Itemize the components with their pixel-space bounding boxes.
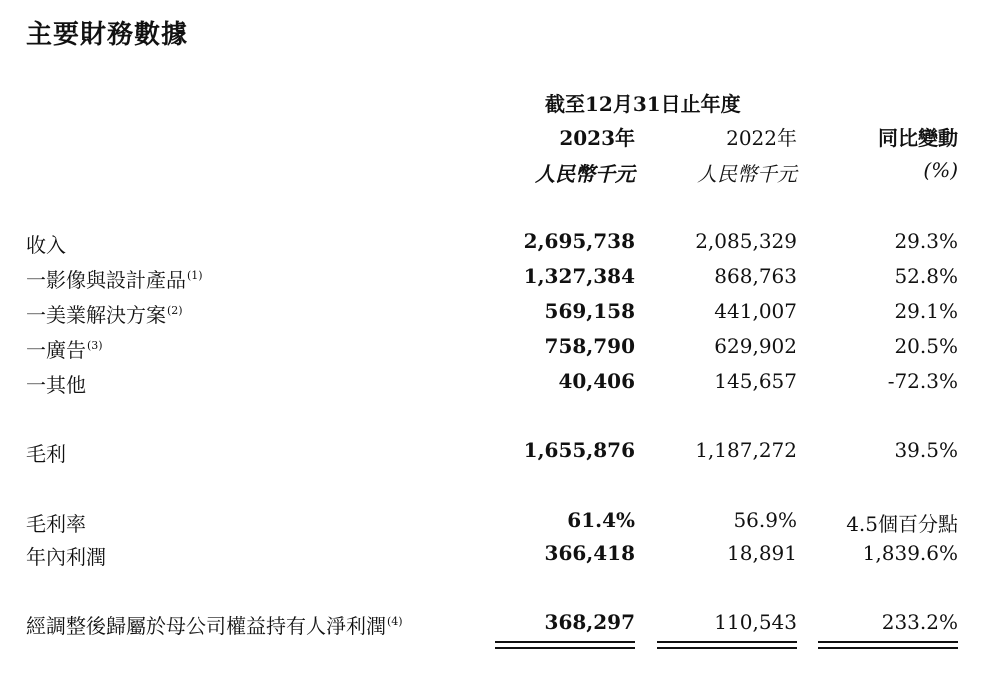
cell-2023: 758,790 xyxy=(544,334,635,358)
column-header-yoy: 同比變動 xyxy=(878,126,958,150)
double-rule-yoy-bottom xyxy=(818,647,958,649)
row-label-advertising: 一廣告$^{(3)}$ xyxy=(26,338,103,362)
cell-yoy: -72.3% xyxy=(887,369,958,393)
cell-2022: 1,187,272 xyxy=(695,438,797,462)
row-label-revenue: 收入 xyxy=(26,233,66,257)
page-title: 主要財務數據 xyxy=(26,20,189,50)
cell-2022: 110,543 xyxy=(714,610,797,634)
cell-2023: 1,327,384 xyxy=(523,264,635,288)
cell-yoy: 4.5個百分點 xyxy=(846,512,958,536)
cell-2023: 366,418 xyxy=(544,541,635,565)
cell-2023: 2,695,738 xyxy=(523,229,635,253)
cell-2023: 40,406 xyxy=(558,369,635,393)
cell-2022: 629,902 xyxy=(714,334,797,358)
column-header-2022: 2022年 xyxy=(726,126,797,150)
cell-2022: 441,007 xyxy=(714,299,797,323)
unit-2022: 人民幣千元 xyxy=(697,162,797,186)
unit-yoy: (%) xyxy=(923,158,958,182)
cell-2022: 868,763 xyxy=(714,264,797,288)
double-rule-yoy-top xyxy=(818,641,958,643)
double-rule-2023-top xyxy=(495,641,635,643)
period-header: 截至12月31日止年度 xyxy=(545,92,741,116)
cell-yoy: 20.5% xyxy=(894,334,958,358)
row-label-imaging-design: 一影像與設計產品$^{(1)}$ xyxy=(26,268,203,292)
double-rule-2022-bottom xyxy=(657,647,797,649)
cell-yoy: 1,839.6% xyxy=(862,541,958,565)
cell-yoy: 29.3% xyxy=(894,229,958,253)
double-rule-2023-bottom xyxy=(495,647,635,649)
cell-yoy: 39.5% xyxy=(894,438,958,462)
cell-2022: 2,085,329 xyxy=(695,229,797,253)
cell-2023: 1,655,876 xyxy=(523,438,635,462)
row-label-gross-margin: 毛利率 xyxy=(26,512,86,536)
cell-yoy: 52.8% xyxy=(894,264,958,288)
row-label-beauty-solutions: 一美業解決方案$^{(2)}$ xyxy=(26,303,183,327)
cell-2022: 56.9% xyxy=(733,508,797,532)
cell-2022: 145,657 xyxy=(714,369,797,393)
cell-yoy: 233.2% xyxy=(881,610,958,634)
column-header-2023: 2023年 xyxy=(559,126,635,150)
cell-2023: 569,158 xyxy=(544,299,635,323)
row-label-gross-profit: 毛利 xyxy=(26,442,66,466)
cell-2023: 368,297 xyxy=(544,610,635,634)
cell-2022: 18,891 xyxy=(727,541,797,565)
cell-2023: 61.4% xyxy=(567,508,635,532)
unit-2023: 人民幣千元 xyxy=(535,162,635,186)
row-label-others: 一其他 xyxy=(26,373,86,397)
row-label-profit-for-year: 年內利潤 xyxy=(26,545,106,569)
double-rule-2022-top xyxy=(657,641,797,643)
cell-yoy: 29.1% xyxy=(894,299,958,323)
row-label-adjusted-net-profit: 經調整後歸屬於母公司權益持有人淨利潤$^{(4)}$ xyxy=(26,614,403,638)
